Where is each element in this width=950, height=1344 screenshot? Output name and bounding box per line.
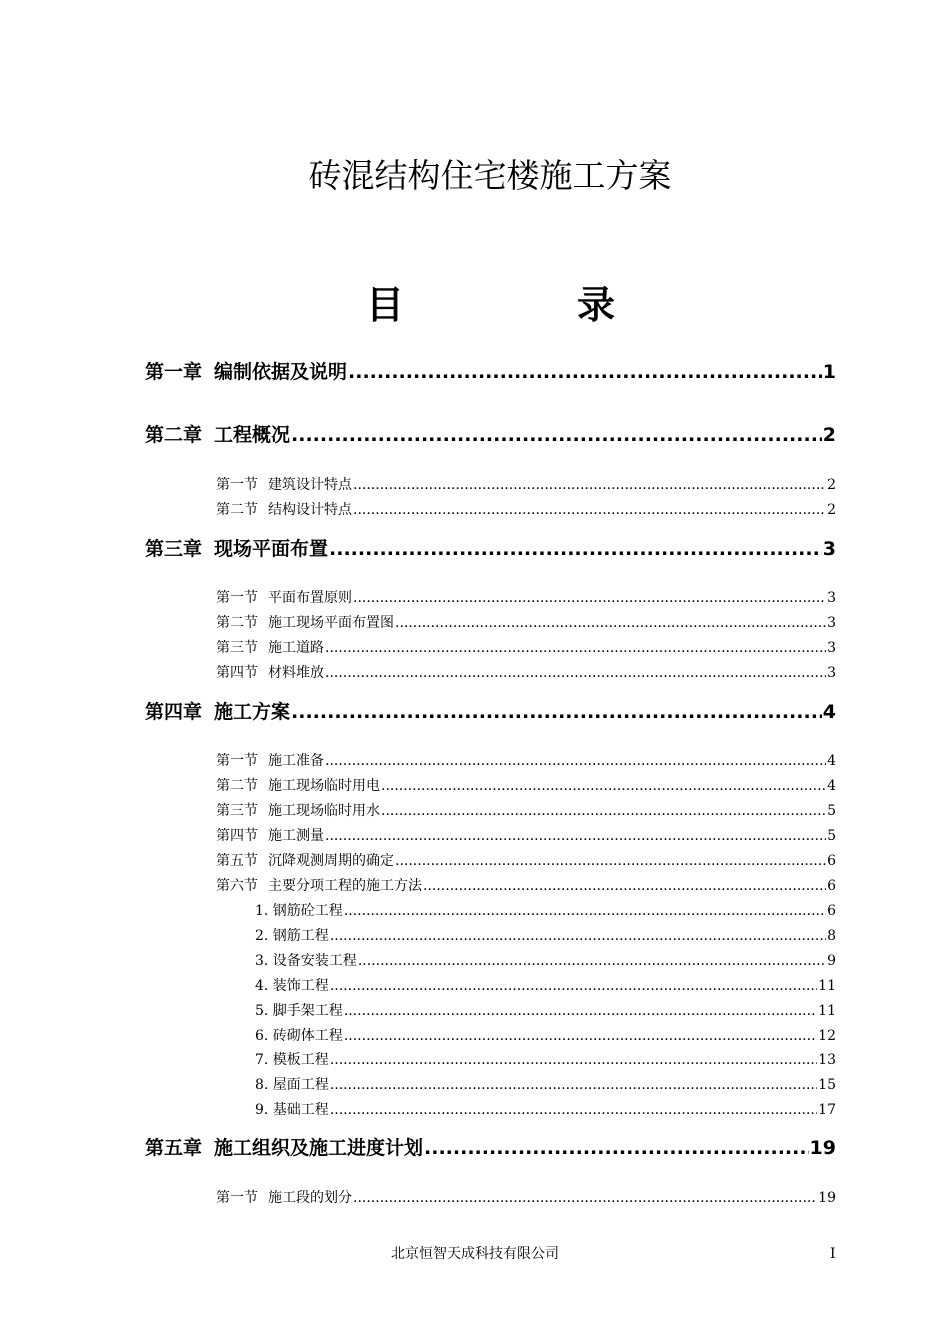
section-title: 主要分项工程的施工方法 [268, 878, 422, 894]
item-title: 1. 钢筋砼工程 [255, 903, 343, 919]
dot-leader [381, 775, 826, 797]
page-number: 19 [818, 1190, 836, 1206]
page-number: 4 [827, 753, 836, 769]
toc-chapter-3[interactable] [145, 534, 836, 564]
dot-leader [353, 499, 826, 521]
dot-leader [330, 1074, 817, 1096]
page-number: 2 [827, 477, 836, 493]
chapter-title: 施工组织及施工进度计划 [214, 1137, 424, 1159]
toc-section[interactable] [216, 662, 836, 684]
page-number: 6 [827, 878, 836, 894]
chapter-title: 工程概况 [214, 424, 291, 446]
item-title: 2. 钢筋工程 [255, 928, 329, 944]
page-number: 8 [827, 928, 836, 944]
dot-leader [325, 637, 826, 659]
dot-leader [325, 750, 826, 772]
dot-leader [330, 925, 826, 947]
dot-leader [330, 1099, 817, 1121]
item-title: 7. 模板工程 [255, 1052, 329, 1068]
dot-leader [424, 1133, 809, 1163]
page-number: 12 [818, 1028, 836, 1044]
section-number: 第六节 [216, 878, 258, 894]
dot-leader [344, 1025, 817, 1047]
dot-leader [381, 800, 826, 822]
toc-chapter-1[interactable] [145, 357, 836, 387]
item-title: 9. 基础工程 [255, 1102, 329, 1118]
document-title: 砖混结构住宅楼施工方案 [308, 156, 672, 195]
toc-item[interactable] [255, 1099, 836, 1121]
item-title: 6. 砖砌体工程 [255, 1028, 343, 1044]
chapter-title: 施工方案 [214, 701, 291, 723]
section-title: 材料堆放 [268, 665, 324, 681]
dot-leader [325, 825, 826, 847]
footer-company-name: 北京恒智天成科技有限公司 [391, 1246, 559, 1262]
page-number: 6 [827, 853, 836, 869]
section-title: 结构设计特点 [268, 502, 352, 518]
dot-leader [330, 975, 817, 997]
chapter-number: 第一章 [145, 361, 203, 383]
section-number: 第一节 [216, 753, 258, 769]
dot-leader [291, 697, 822, 727]
toc-section[interactable] [216, 875, 836, 897]
section-number: 第四节 [216, 828, 258, 844]
chapter-title: 现场平面布置 [214, 538, 329, 560]
page-number: 5 [827, 828, 836, 844]
section-number: 第二节 [216, 615, 258, 631]
footer-page-number: I [830, 1246, 836, 1262]
toc-item[interactable] [255, 1000, 836, 1022]
page-number: 3 [827, 665, 836, 681]
section-number: 第五节 [216, 853, 258, 869]
section-title: 施工准备 [268, 753, 324, 769]
section-number: 第四节 [216, 665, 258, 681]
page-number: 3 [827, 640, 836, 656]
toc-section[interactable] [216, 850, 836, 872]
item-title: 5. 脚手架工程 [255, 1003, 343, 1019]
page-number: 4 [827, 778, 836, 794]
page-number: 3 [827, 615, 836, 631]
item-title: 4. 装饰工程 [255, 978, 329, 994]
section-number: 第二节 [216, 778, 258, 794]
dot-leader [353, 474, 826, 496]
dot-leader [329, 534, 822, 564]
toc-item[interactable] [255, 1025, 836, 1047]
toc-section[interactable] [216, 474, 836, 496]
chapter-number: 第二章 [145, 424, 203, 446]
toc-section[interactable] [216, 499, 836, 521]
toc-item[interactable] [255, 950, 836, 972]
toc-section[interactable] [216, 800, 836, 822]
page-number: 15 [818, 1077, 836, 1093]
section-number: 第一节 [216, 1190, 258, 1206]
toc-section[interactable] [216, 750, 836, 772]
section-number: 第三节 [216, 640, 258, 656]
dot-leader [353, 1187, 817, 1209]
toc-heading-char-1: 目 [366, 283, 405, 327]
section-number: 第一节 [216, 477, 258, 493]
page-number: 19 [809, 1137, 836, 1159]
toc-section[interactable] [216, 1187, 836, 1209]
page-number: 5 [827, 803, 836, 819]
dot-leader [348, 357, 822, 387]
section-title: 平面布置原则 [268, 590, 352, 606]
section-title: 施工道路 [268, 640, 324, 656]
toc-item[interactable] [255, 925, 836, 947]
page-number: 3 [827, 590, 836, 606]
page-number: 3 [822, 538, 836, 560]
section-title: 沉降观测周期的确定 [268, 853, 394, 869]
toc-heading-char-2: 录 [577, 283, 616, 327]
dot-leader [330, 1049, 817, 1071]
chapter-number: 第五章 [145, 1137, 203, 1159]
page-number: 6 [827, 903, 836, 919]
toc-section[interactable] [216, 775, 836, 797]
page-number: 9 [827, 953, 836, 969]
item-title: 3. 设备安装工程 [255, 953, 357, 969]
dot-leader [291, 420, 822, 450]
section-title: 施工现场临时用水 [268, 803, 380, 819]
section-title: 施工测量 [268, 828, 324, 844]
section-number: 第三节 [216, 803, 258, 819]
toc-section[interactable] [216, 637, 836, 659]
page-number: 2 [827, 502, 836, 518]
page-number: 4 [822, 701, 836, 723]
page-number: 13 [818, 1052, 836, 1068]
page-number: 11 [818, 978, 836, 994]
chapter-number: 第三章 [145, 538, 203, 560]
dot-leader [325, 662, 826, 684]
toc-item[interactable] [255, 900, 836, 922]
toc-chapter-2[interactable] [145, 420, 836, 450]
section-number: 第一节 [216, 590, 258, 606]
section-title: 施工段的划分 [268, 1190, 352, 1206]
page-number: 1 [822, 361, 836, 383]
toc-section[interactable] [216, 612, 836, 634]
toc-heading [0, 280, 950, 330]
section-title: 施工现场临时用电 [268, 778, 380, 794]
toc-item[interactable] [255, 975, 836, 997]
page-number: 11 [818, 1003, 836, 1019]
dot-leader [395, 850, 826, 872]
page-number: 2 [822, 424, 836, 446]
dot-leader [395, 612, 826, 634]
toc-section[interactable] [216, 587, 836, 609]
section-number: 第二节 [216, 502, 258, 518]
dot-leader [358, 950, 826, 972]
toc-section[interactable] [216, 825, 836, 847]
section-title: 建筑设计特点 [268, 477, 352, 493]
toc-chapter-4[interactable] [145, 697, 836, 727]
dot-leader [423, 875, 826, 897]
dot-leader [353, 587, 826, 609]
item-title: 8. 屋面工程 [255, 1077, 329, 1093]
chapter-number: 第四章 [145, 701, 203, 723]
section-title: 施工现场平面布置图 [268, 615, 394, 631]
toc-chapter-5[interactable] [145, 1133, 836, 1163]
dot-leader [344, 1000, 817, 1022]
toc-item[interactable] [255, 1074, 836, 1096]
toc-item[interactable] [255, 1049, 836, 1071]
dot-leader [344, 900, 826, 922]
page-number: 17 [818, 1102, 836, 1118]
chapter-title: 编制依据及说明 [214, 361, 348, 383]
